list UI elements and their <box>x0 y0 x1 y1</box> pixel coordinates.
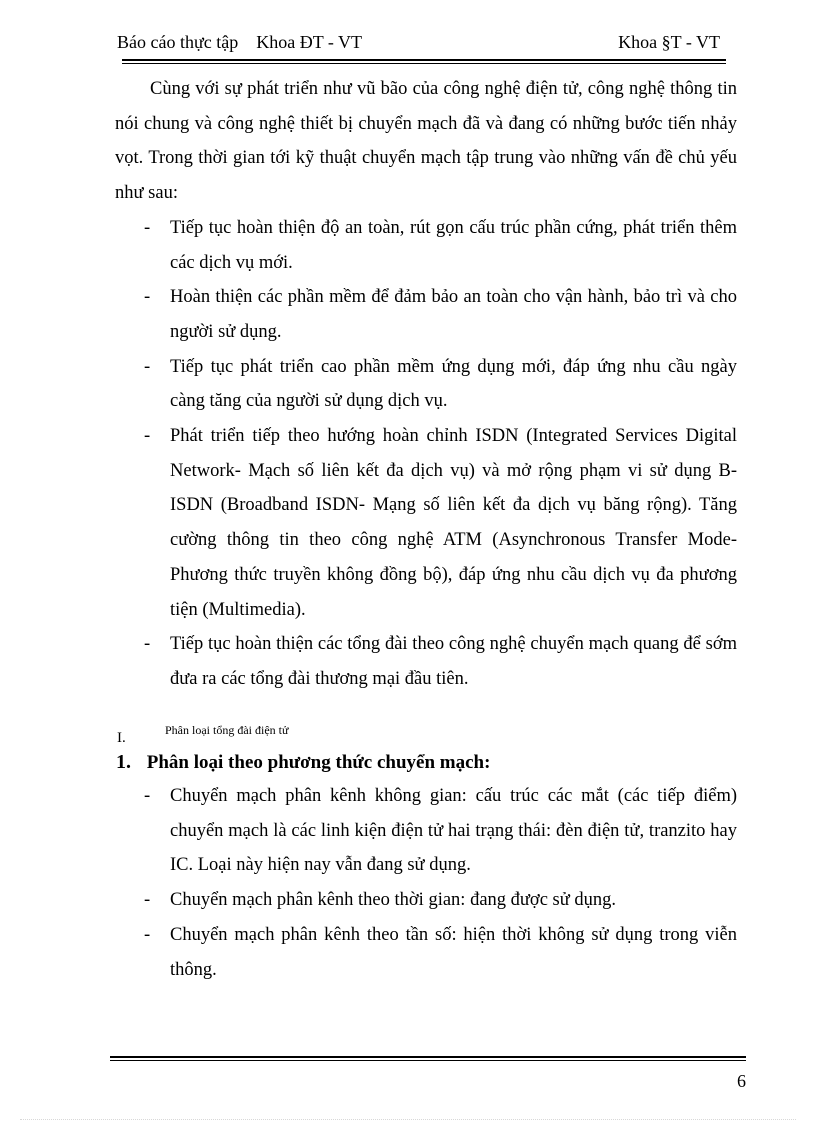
section-number: I. <box>117 730 126 746</box>
bullet-list-2 <box>115 779 737 987</box>
page-number: 6 <box>737 1071 746 1091</box>
section-title: Phân loại tổng đài điện tử <box>165 723 289 737</box>
list-item-text: Hoàn thiện các phần mềm để đảm bảo an toàn cho vận hành, bảo trì và cho người sử dụng. <box>170 287 737 342</box>
header-right-dept: Khoa §T - VT <box>618 32 720 52</box>
list-item <box>115 779 737 883</box>
list-item <box>115 280 737 349</box>
list-item <box>115 918 737 987</box>
list-item-text: Phát triển tiếp theo hướng hoàn chỉnh ISDN (Integrated Services Digital Network- Mạch số liên kết đa dịch vụ) và mở rộng phạm vi sử dụng B- ISDN (Broadband ISDN- Mạng số liên kết đa dịch vụ băng rộng). Tăng cường thông tin theo công nghệ ATM (Asynchronous Transfer Mode- Phương thức truyền không đồng bộ), đáp ứng nhu cầu dịch vụ đa phương tiện (Multimedia). <box>170 426 737 620</box>
list-item-text: Chuyển mạch phân kênh theo tần số: hiện thời không sử dụng trong viễn thông. <box>170 924 737 980</box>
bullet-dash: - <box>144 924 151 945</box>
list-item <box>115 419 737 627</box>
intro-paragraph: Cùng với sự phát triển như vũ bão của công nghệ điện tử, công nghệ thông tin nói chung và công nghệ thiết bị chuyển mạch đã và đang có những bước tiến nhảy vọt. Trong thời gian tới kỹ thuật chuyển mạch tập trung vào những vấn đề chủ yếu như sau: <box>115 79 737 204</box>
secondary-content <box>115 779 737 987</box>
list-item <box>115 883 737 918</box>
list-item <box>115 211 737 280</box>
bullet-dash: - <box>144 426 151 447</box>
subsection-number: 1. <box>116 751 131 773</box>
list-item-text: Tiếp tục hoàn thiện độ an toàn, rút gọn cấu trúc phần cứng, phát triển thêm các dịch vụ mới. <box>170 217 737 273</box>
bullet-dash: - <box>144 217 151 238</box>
bullet-list-1 <box>115 211 737 697</box>
list-item-text: Chuyển mạch phân kênh theo thời gian: đang được sử dụng. <box>170 890 617 911</box>
list-item <box>115 627 737 696</box>
subsection-title: Phân loại theo phương thức chuyển mạch: <box>146 752 491 773</box>
header-rule <box>122 59 726 64</box>
bullet-dash: - <box>144 786 151 806</box>
header-left-dept: Khoa ĐT - VT <box>256 32 363 52</box>
main-content <box>115 72 737 697</box>
subsection-heading <box>116 748 490 777</box>
bullet-dash: - <box>144 890 151 911</box>
list-item-text: Chuyển mạch phân kênh không gian: cấu trúc các mắt (các tiếp điểm) chuyển mạch là các linh kiện điện tử hai trạng thái: đèn điện tử, tranzito hay IC. Loại này hiện nay vẫn đang sử dụng. <box>170 786 737 876</box>
bullet-dash: - <box>144 287 151 308</box>
footer-rule <box>110 1056 746 1061</box>
bullet-dash: - <box>144 356 151 377</box>
page-edge-divider <box>20 1119 796 1120</box>
bullet-dash: - <box>144 634 151 655</box>
header-left <box>117 30 362 54</box>
list-item-text: Tiếp tục hoàn thiện các tổng đài theo công nghệ chuyển mạch quang để sớm đưa ra các tổng đài thương mại đầu tiên. <box>170 634 737 689</box>
list-item-text: Tiếp tục phát triển cao phần mềm ứng dụng mới, đáp ứng nhu cầu ngày càng tăng của người sử dụng dịch vụ. <box>170 356 737 412</box>
header-report-title: Báo cáo thực tập <box>117 32 239 52</box>
list-item <box>115 350 737 419</box>
